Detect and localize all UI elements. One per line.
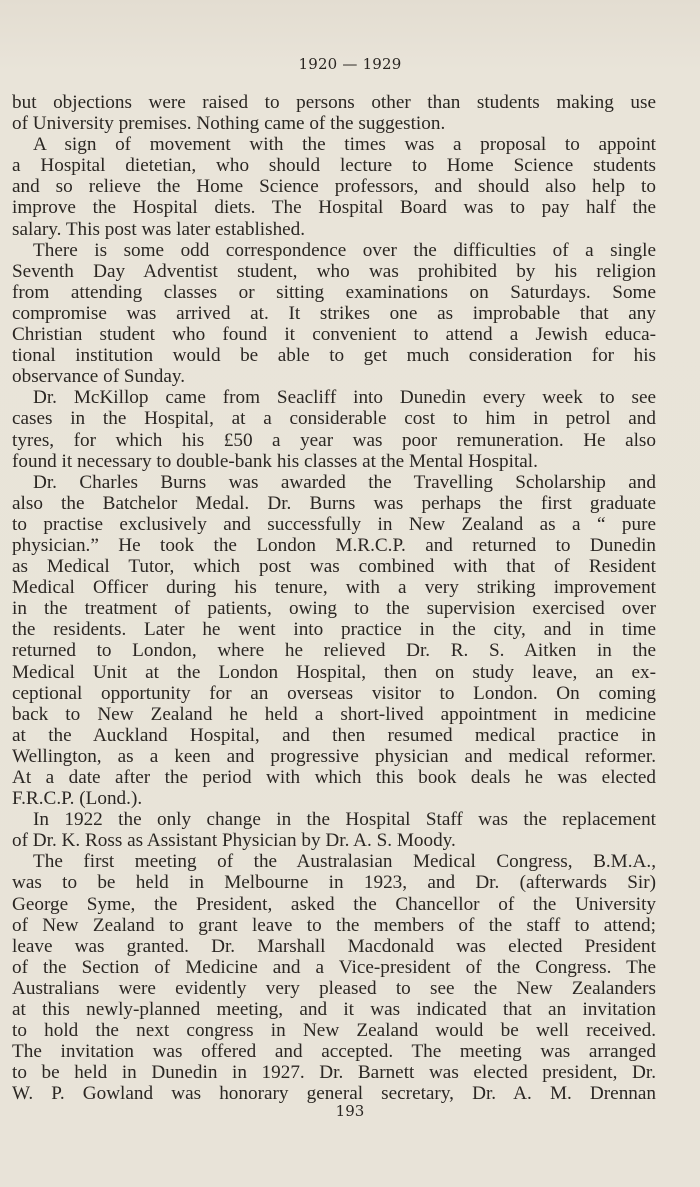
text-line: of Dr. K. Ross as Assistant Physician by Dr. A. S. Moody. [12,830,456,852]
text-line: Christian student who found it convenient to attend a Jewish educa- [12,324,656,346]
text-line: returned to London, where he relieved Dr. R. S. Aitken in the [12,640,656,662]
text-line: in the treatment of patients, owing to the supervision exercised over [12,598,656,620]
text-line: observance of Sunday. [12,366,185,388]
page-number: 193 [335,1102,365,1120]
text-line: Wellington, as a keen and progressive physician and medical reformer. [12,745,656,767]
text-line: tyres, for which his £50 a year was poor remuneration. He also [12,429,656,451]
text-line: was to be held in Melbourne in 1923, and Dr. (afterwards Sir) [12,872,656,894]
text-line: W. P. Gowland was honorary general secretary, Dr. A. M. Drennan [12,1083,656,1105]
text-line: The first meeting of the Australasian Medical Congress, B.M.A., [33,851,656,873]
running-header: 1920 — 1929 [298,55,402,73]
text-line: salary. This post was later established. [12,218,306,240]
text-line: back to New Zealand he held a short-lived appointment in medicine [12,703,656,725]
text-line: of University premises. Nothing came of the suggestion. [12,113,446,135]
text-line: from attending classes or sitting examinations on Saturdays. Some [12,281,656,303]
text-line: Medical Unit at the London Hospital, then on study leave, an ex- [12,661,656,683]
text-line: F.R.C.P. (Lond.). [12,788,143,810]
text-line: improve the Hospital diets. The Hospital Board was to pay half the [12,197,656,219]
text-line: the residents. Later he went into practice in the city, and in time [12,619,656,641]
text-line: found it necessary to double-bank his classes at the Mental Hospital. [12,450,538,472]
text-line: physician.” He took the London M.R.C.P. and returned to Dunedin [12,534,656,556]
text-line: Dr. McKillop came from Seacliff into Dunedin every week to see [33,387,656,409]
text-line: In 1922 the only change in the Hospital Staff was the replacement [33,809,656,831]
text-line: also the Batchelor Medal. Dr. Burns was perhaps the first graduate [12,492,656,514]
text-line: tional institution would be able to get much consideration for his [12,345,656,367]
text-line: Australians were evidently very pleased to see the New Zealanders [12,977,656,999]
text-line: There is some odd correspondence over the difficulties of a single [33,239,656,261]
text-line: Seventh Day Adventist student, who was prohibited by his religion [12,260,656,282]
text-line: to be held in Dunedin in 1927. Dr. Barnett was elected president, Dr. [12,1062,656,1084]
text-line: At a date after the period with which this book deals he was elected [12,767,656,788]
text-line: as Medical Tutor, which post was combined with that of Resident [12,556,656,578]
text-line: at the Auckland Hospital, and then resumed medical practice in [12,724,656,746]
text-line: ceptional opportunity for an overseas visitor to London. On coming [12,682,656,704]
text-line: of New Zealand to grant leave to the members of the staff to attend; [12,914,656,936]
text-line: George Syme, the President, asked the Chancellor of the University [12,893,656,915]
text-line: and so relieve the Home Science professors, and should also help to [12,176,656,198]
text-line: Medical Officer during his tenure, with a very striking improvement [12,577,656,599]
body-text [12,92,656,1105]
text-line: The invitation was offered and accepted. The meeting was arranged [12,1041,656,1063]
text-line: A sign of movement with the times was a proposal to appoint [33,134,656,156]
text-line: of the Section of Medicine and a Vice-president of the Congress. The [12,956,656,978]
text-line: but objections were raised to persons other than students making use [12,92,656,113]
text-line: to practise exclusively and successfully in New Zealand as a “ pure [12,513,656,535]
text-line: leave was granted. Dr. Marshall Macdonald was elected President [12,935,656,957]
text-line: at this newly-planned meeting, and it was indicated that an invitation [12,999,656,1021]
text-line: compromise was arrived at. It strikes one as improbable that any [12,302,656,324]
text-line: to hold the next congress in New Zealand would be well received. [12,1020,656,1042]
text-line: cases in the Hospital, at a considerable cost to him in petrol and [12,408,656,430]
text-line: a Hospital dietetian, who should lecture to Home Science students [12,155,656,177]
text-line: Dr. Charles Burns was awarded the Travelling Scholarship and [33,471,656,493]
